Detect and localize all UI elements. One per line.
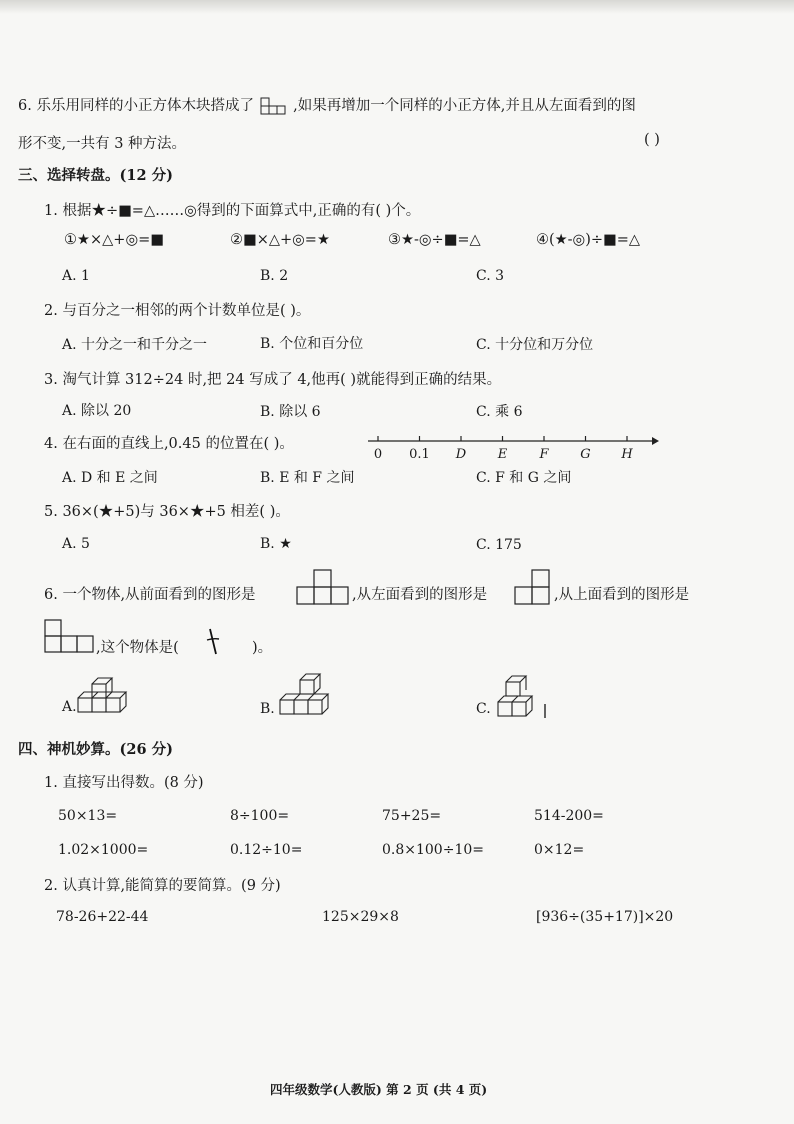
s3-q1-formula-2: ②■×△+◎=★: [230, 232, 330, 248]
number-line-label: 0.1: [409, 447, 430, 462]
number-line-label: D: [455, 447, 467, 462]
s3-q4-option-c: C. F 和 G 之间: [476, 470, 572, 486]
s4-calc-7: 0.8×100÷10=: [382, 842, 484, 858]
s3-q4-option-a: A. D 和 E 之间: [62, 470, 158, 486]
page-footer: 四年级数学(人教版) 第 2 页 (共 4 页): [270, 1082, 488, 1097]
s3-q5-text: 5. 36×(★+5)与 36×★+5 相差( )。: [44, 504, 290, 520]
s4-calc-6: 0.12÷10=: [230, 842, 303, 858]
s3-q1-option-b: B. 2: [260, 268, 289, 284]
q6-prev-part1: 6. 乐乐用同样的小正方体木块搭成了: [18, 98, 254, 114]
s3-q6-option-b: B.: [260, 701, 275, 717]
s4-calc-1: 50×13=: [58, 808, 118, 824]
s4-calc-8: 0×12=: [534, 842, 585, 858]
s4-calc-2: 8÷100=: [230, 808, 290, 824]
handwritten-mark-icon: [204, 626, 224, 658]
s3-q4-option-b: B. E 和 F 之间: [260, 470, 355, 486]
s3-q6-option-a: A.: [62, 699, 77, 715]
s3-q2-option-c: C. 十分位和万分位: [476, 337, 594, 353]
solid-a-icon: [76, 674, 132, 720]
s4-calc-5: 1.02×1000=: [58, 842, 149, 858]
s3-q2-option-a: A. 十分之一和千分之一: [62, 337, 208, 353]
s3-q3-text: 3. 淘气计算 312÷24 时,把 24 写成了 4,他再( )就能得到正确的结果。: [44, 372, 502, 388]
number-line-label: G: [580, 447, 591, 462]
s3-q6-text-a: 6. 一个物体,从前面看到的图形是: [44, 587, 256, 603]
s3-q6-text-b: ,从左面看到的图形是: [352, 587, 488, 603]
s3-q6-text-e: )。: [252, 640, 273, 656]
s3-q5-option-c: C. 175: [476, 537, 522, 553]
s3-q2-option-b: B. 个位和百分位: [260, 336, 364, 352]
s4-q1-title: 1. 直接写出得数。(8 分): [44, 775, 204, 791]
q6-prev-part2: ,如果再增加一个同样的小正方体,并且从左面看到的图: [293, 98, 636, 114]
s3-q5-option-b: B. ★: [260, 536, 292, 552]
s4-calc-3: 75+25=: [382, 808, 442, 824]
s3-q1-text: 1. 根据★÷■=△……◎得到的下面算式中,正确的有( )个。: [44, 203, 421, 219]
s3-q6-option-c: C.: [476, 701, 491, 717]
number-line-label: H: [621, 447, 633, 462]
s3-q1-formula-3: ③★-◎÷■=△: [388, 232, 481, 248]
s3-q1-formula-4: ④(★-◎)÷■=△: [536, 232, 641, 248]
s3-q3-option-a: A. 除以 20: [62, 403, 132, 419]
section3-title: 三、选择转盘。(12 分): [18, 167, 173, 184]
small-cubes-icon: [259, 95, 289, 117]
s3-q6-text-d: ,这个物体是(: [96, 640, 179, 656]
s3-q1-formula-1: ①★×△+◎=■: [64, 232, 164, 248]
number-line: [366, 428, 660, 462]
q6-prev-line1: [18, 94, 636, 117]
s3-q4-text: 4. 在右面的直线上,0.45 的位置在( )。: [44, 436, 294, 452]
s3-q3-option-c: C. 乘 6: [476, 404, 523, 420]
s3-q2-text: 2. 与百分之一相邻的两个计数单位是( )。: [44, 303, 311, 319]
scan-edge: [0, 0, 794, 14]
left-view-icon: [514, 568, 552, 606]
s4-calc-4: 514-200=: [534, 808, 604, 824]
section4-title: 四、神机妙算。(26 分): [18, 741, 173, 758]
s4-simplify-3: [936÷(35+17)]×20: [536, 909, 674, 925]
s3-q1-option-c: C. 3: [476, 268, 505, 284]
solid-c-icon: [490, 674, 552, 722]
number-line-label: F: [539, 447, 549, 462]
s3-q1-option-a: A. 1: [62, 268, 90, 284]
s3-q5-option-a: A. 5: [62, 536, 90, 552]
front-view-icon: [296, 568, 350, 606]
solid-b-icon: [274, 672, 334, 722]
number-line-label: E: [497, 447, 508, 462]
top-view-icon: [44, 618, 96, 656]
number-line-label: 0: [373, 447, 383, 462]
s4-simplify-2: 125×29×8: [322, 909, 399, 925]
s4-simplify-1: 78-26+22-44: [56, 909, 149, 925]
s3-q3-option-b: B. 除以 6: [260, 404, 321, 420]
q6-prev-answer-paren: ( ): [644, 132, 660, 148]
q6-prev-line2: 形不变,一共有 3 种方法。: [18, 136, 187, 152]
s3-q6-text-c: ,从上面看到的图形是: [554, 587, 690, 603]
s4-q2-title: 2. 认真计算,能简算的要简算。(9 分): [44, 878, 281, 894]
